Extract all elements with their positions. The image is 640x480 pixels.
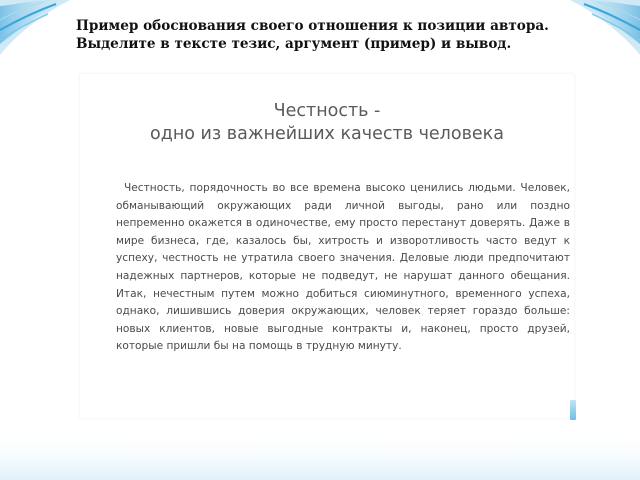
card-title-line-2: одно из важнейших качеств человека (150, 124, 504, 144)
card-title-line-1: Честность - (273, 101, 381, 121)
card-body-text: Честность, порядочность во все времена высоко ценились людьми. Человек, обманывающий окружающих ради личной выгоды, рано или поздно непременно окажется в одиночестве, ему просто перестанут доверять. Даже в мире бизнеса, где, казалось бы, хитрость и изворотливость часто ведут к успеху, честность не утратила своего значения. Деловые люди предпочитают надежных партнеров, которые не подведут, не нарушат данного обещания. Итак, нечестным путем можно добиться сиюминутного, временного успеха, однако, лишившись доверия окружающих, человек теряет гораздо больше: новых клиентов, новые выгодные контракты и, наконец, просто друзей, которые пришли бы на помощь в трудную минуту. (116, 182, 570, 353)
card-corner-accent (570, 400, 576, 420)
slide-instruction: Пример обоснования своего отношения к позиции автора. Выделите в тексте тезис, аргумент (пример) и вывод. (76, 18, 549, 52)
card-title (80, 100, 574, 146)
text-card (80, 74, 574, 418)
bottom-gradient-band (0, 430, 640, 480)
corner-swoosh-top-left (0, 0, 70, 55)
